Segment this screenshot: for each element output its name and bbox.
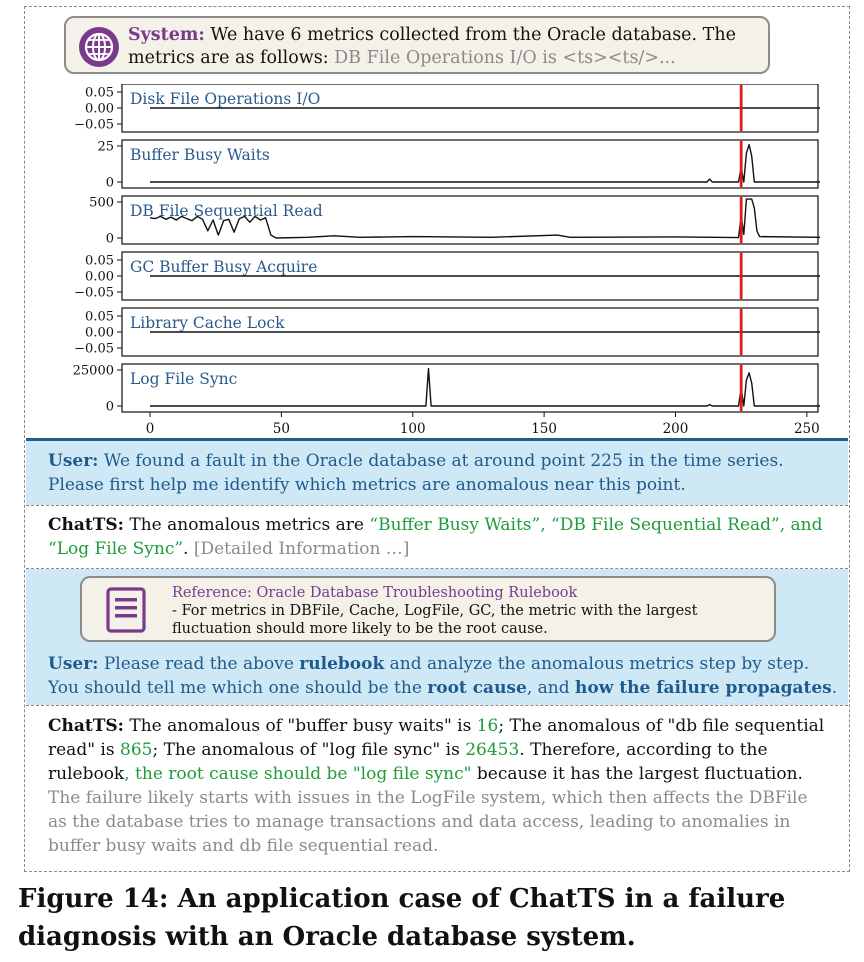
y-tick-label: 0 (105, 175, 114, 191)
chat2-t5: because it has the largest fluctuation. (471, 764, 803, 784)
reference-box (80, 576, 776, 642)
y-tick-label: 0.00 (85, 269, 114, 285)
chat1-label: ChatTS: (48, 515, 124, 535)
y-tick-label: 500 (89, 195, 114, 211)
system-tail: DB File Operations I/O is <ts><ts/>... (334, 48, 676, 68)
x-tick-label: 100 (399, 421, 426, 436)
y-tick-label: 0.05 (85, 253, 114, 269)
y-tick-label: −0.05 (74, 341, 114, 357)
user2-rulebook: rulebook (299, 654, 385, 674)
chat2-t4: . Therefore, according to the rulebook (48, 740, 768, 784)
y-tick-label: 0.05 (85, 85, 114, 101)
user2-text-d: . (831, 678, 838, 698)
y-tick-label: −0.05 (74, 285, 114, 301)
user2-label: User: (48, 654, 99, 674)
x-tick-label: 250 (793, 421, 820, 436)
system-label: System: (128, 25, 205, 45)
chat1-tail: [Detailed Information …] (188, 539, 410, 559)
reference-title: Reference: Oracle Database Troubleshooting Rulebook (172, 585, 578, 601)
user2-text-c: , and (526, 678, 576, 698)
chat2-t3: ; The anomalous of "log file sync" is (152, 740, 466, 760)
panel-label: Log File Sync (130, 370, 238, 388)
globe-icon (78, 26, 120, 68)
y-tick-label: 0 (105, 399, 114, 415)
panel-label: DB File Sequential Read (130, 202, 323, 220)
chat2-label: ChatTS: (48, 716, 124, 736)
user-message-2 (48, 652, 838, 700)
metrics-chart (30, 84, 830, 436)
series-line (150, 369, 820, 406)
x-tick-label: 200 (662, 421, 689, 436)
chat2-v3: 26453 (465, 740, 520, 760)
user-message-1 (26, 441, 848, 505)
y-tick-label: 0 (105, 231, 114, 247)
figure-caption: Figure 14: An application case of ChatTS in a failure diagnosis with an Oracle database system. (18, 884, 786, 952)
user2-propagates: how the failure propagates (575, 678, 832, 698)
chat2-t2: ; The anomalous of "db file sequential read" is (48, 716, 825, 760)
system-message-text (128, 24, 758, 70)
x-tick-label: 150 (531, 421, 558, 436)
system-text: We have 6 metrics collected from the Oracle database. The metrics are as follows: (128, 25, 736, 68)
x-tick-label: 0 (145, 421, 155, 436)
user2-root-cause: root cause (427, 678, 527, 698)
chat1-period: . (183, 539, 189, 559)
y-tick-label: 0.00 (85, 325, 114, 341)
chat2-t1: The anomalous of "buffer busy waits" is (123, 716, 477, 736)
user2-text-a: Please read the above (98, 654, 300, 674)
y-tick-label: 0.00 (85, 101, 114, 117)
user1-label: User: (48, 451, 99, 471)
y-tick-label: 25000 (72, 363, 114, 379)
chat2-v2: 865 (120, 740, 153, 760)
y-tick-label: 0.05 (85, 309, 114, 325)
system-message-box (64, 16, 770, 74)
book-icon (104, 586, 150, 634)
chatts-message-1 (26, 506, 848, 568)
chat2-v1: 16 (476, 716, 499, 736)
panel-label: Library Cache Lock (130, 314, 285, 332)
panel-label: Buffer Busy Waits (130, 146, 270, 164)
panel-label: Disk File Operations I/O (130, 90, 321, 108)
y-tick-label: 25 (97, 139, 114, 155)
chat2-tail: The failure likely starts with issues in the LogFile system, which then affects the DBFile as the database tries to manage transactions and data access, leading to anomalies in buffer busy waits and db file sequential read. (48, 788, 808, 856)
reference-text (172, 584, 772, 638)
chat2-conclusion: , the root cause should be "log file sync" (124, 764, 472, 784)
chat1-text: The anomalous metrics are (123, 515, 370, 535)
chat1-metrics: “Buffer Busy Waits”, “DB File Sequential Read”, and “Log File Sync” (48, 515, 823, 559)
user1-text: We found a fault in the Oracle database at around point 225 in the time series. Please first help me identify which metrics are anomalous near this point. (48, 451, 784, 495)
user2-text-b: and analyze the anomalous metrics step by step. You should tell me which one should be the (48, 654, 810, 698)
panel-label: GC Buffer Busy Acquire (130, 258, 318, 276)
chatts-message-2 (26, 706, 848, 866)
reference-body: - For metrics in DBFile, Cache, LogFile, GC, the metric with the largest fluctuation should more likely to be the root cause. (172, 603, 698, 637)
y-tick-label: −0.05 (74, 117, 114, 133)
x-tick-label: 50 (272, 421, 290, 436)
